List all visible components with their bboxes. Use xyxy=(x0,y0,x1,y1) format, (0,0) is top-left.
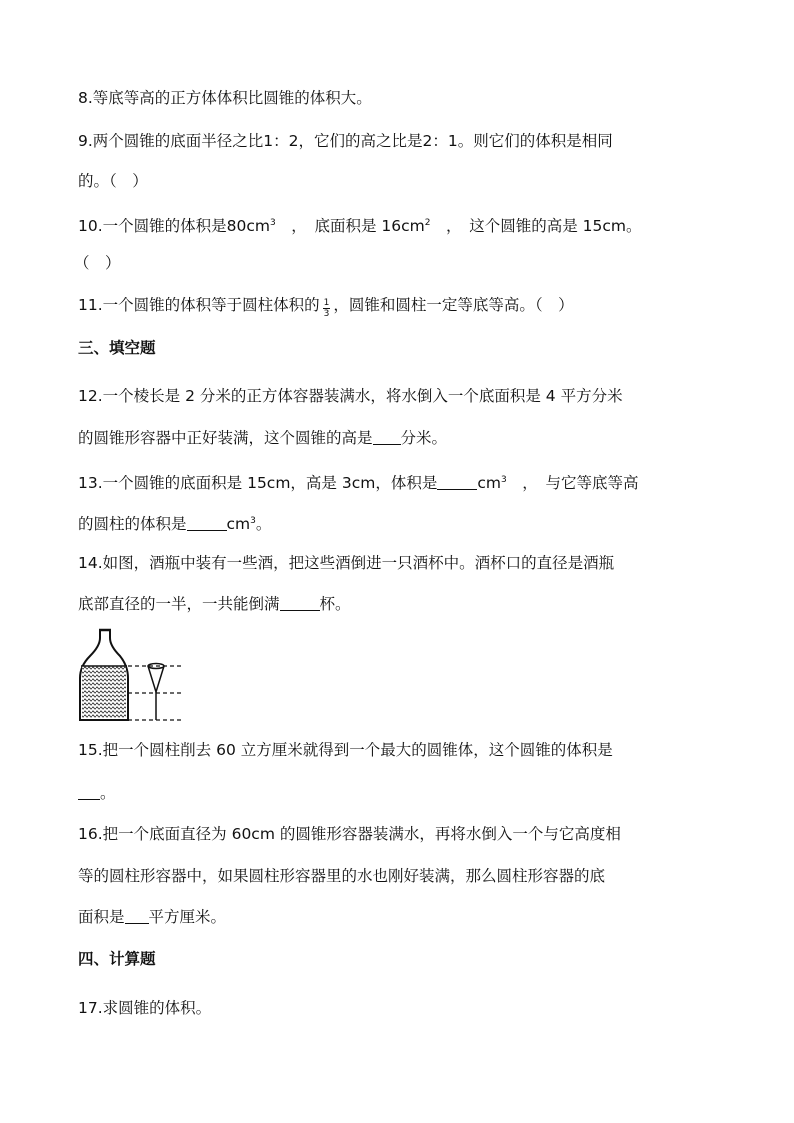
question-12-line1: 12.一个棱长是 2 分米的正方体容器装满水，将水倒入一个底面积是 4 平方分米 xyxy=(78,387,623,405)
glass-cone xyxy=(148,666,164,692)
question-9-line2: 的。（ ） xyxy=(78,172,148,190)
question-17: 17.求圆锥的体积。 xyxy=(78,999,212,1017)
question-15-line2: 。 xyxy=(78,783,116,803)
question-15-line1: 15.把一个圆柱削去 60 立方厘米就得到一个最大的圆锥体，这个圆锥的体积是 xyxy=(78,741,613,759)
answer-blank[interactable] xyxy=(78,785,100,800)
q10-sup1: 3 xyxy=(270,218,276,228)
question-13-line1: 13.一个圆锥的底面积是 15cm，高是 3cm，体积是 $cm^3$ ， 与它等底等高 xyxy=(78,474,639,492)
section-4-title: 四、计算题 xyxy=(78,950,156,968)
answer-blank[interactable] xyxy=(280,596,320,611)
question-10-line2: （ ） xyxy=(74,254,121,272)
question-8: 8.等底等高的正方体体积比圆锥的体积大。 xyxy=(78,89,372,107)
question-13-line2: 的圆柱的体积是 $cm^3$。 xyxy=(78,515,272,533)
q10-part3: ， 这个圆锥的高是 15cm。 xyxy=(430,217,642,235)
question-14-line2: 底部直径的一半，一共能倒满 杯。 xyxy=(78,595,351,613)
q10-part2: ， 底面积是 16cm xyxy=(275,217,425,235)
question-16-line2: 等的圆柱形容器中，如果圆柱形容器里的水也刚好装满，那么圆柱形容器的底 xyxy=(78,867,606,885)
question-10-line1 xyxy=(78,213,642,236)
question-12-line2: 的圆锥形容器中正好装满，这个圆锥的高是 分米。 xyxy=(78,429,448,447)
q10-sup2: 2 xyxy=(424,218,431,228)
wine-fill xyxy=(82,666,126,718)
answer-blank[interactable] xyxy=(187,516,227,531)
question-9-line1: 9.两个圆锥的底面半径之比1：2，它们的高之比是2：1。则它们的体积是相同 xyxy=(78,132,613,150)
answer-blank[interactable] xyxy=(125,909,149,924)
question-11 xyxy=(78,295,574,319)
question-16-line3: 面积是 平方厘米。 xyxy=(78,908,227,926)
question-16-line1: 16.把一个底面直径为 60cm 的圆锥形容器装满水，再将水倒入一个与它高度相 xyxy=(78,825,621,843)
bottle-and-glass-figure xyxy=(76,626,196,724)
section-3-title: 三、填空题 xyxy=(78,339,156,357)
q11-part1: 11.一个圆锥的体积等于圆柱体积的 xyxy=(78,296,320,314)
question-14-line1: 14.如图，酒瓶中装有一些酒，把这些酒倒进一只酒杯中。酒杯口的直径是酒瓶 xyxy=(78,554,615,572)
q11-part2: ，圆锥和圆柱一定等底等高。（ ） xyxy=(333,296,574,314)
q10-part1: 10.一个圆锥的体积是80cm xyxy=(78,217,270,235)
fraction-one-third: $\frac{1}{3}$ xyxy=(323,298,330,319)
answer-blank[interactable] xyxy=(437,475,477,490)
answer-blank[interactable] xyxy=(373,430,401,445)
